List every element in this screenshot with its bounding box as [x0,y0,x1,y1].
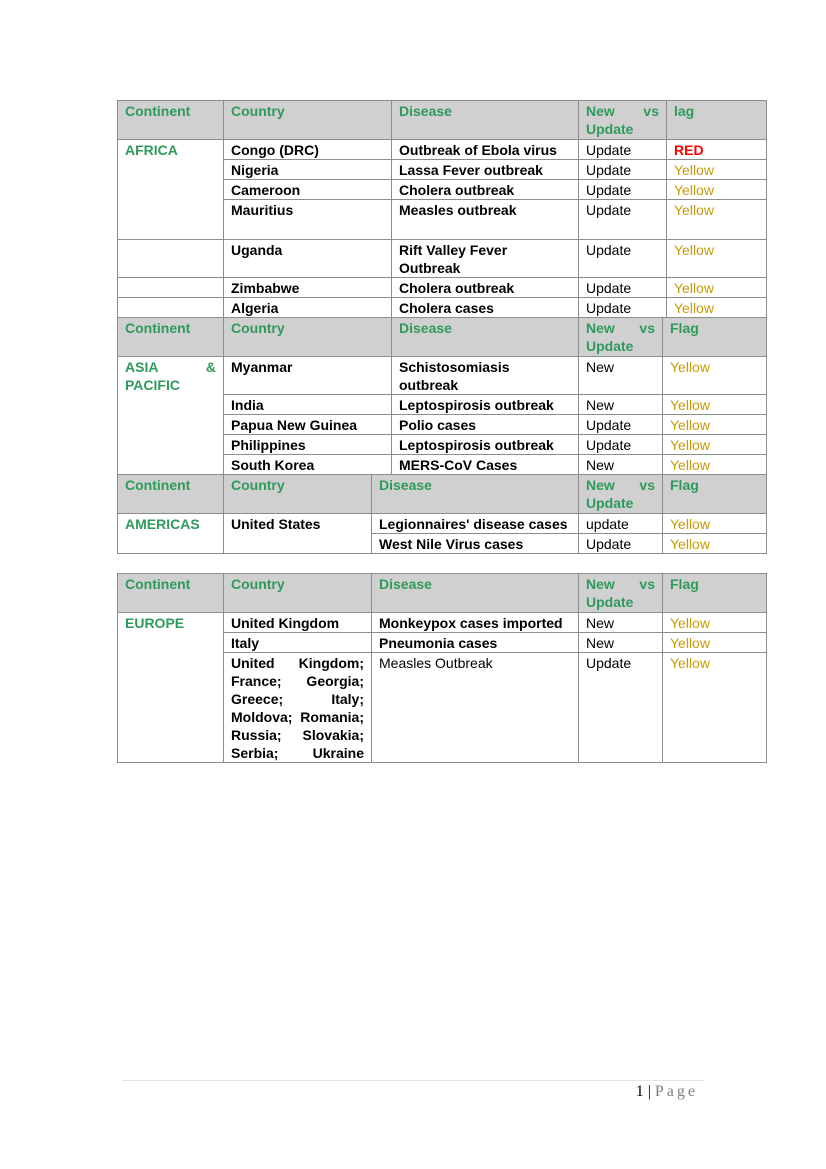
flag-cell: Yellow [663,415,767,435]
disease-cell: Schistosomiasis outbreak [392,357,579,395]
continent-cell: AMERICAS [118,514,224,554]
table-row [118,140,767,160]
disease-cell: Cholera outbreak [392,278,579,298]
country-cell: United Kingdom [224,613,372,633]
country-cell: Mauritius [224,200,392,240]
country-cell: Italy [224,633,372,653]
country-cell: Zimbabwe [224,278,392,298]
disease-cell: Polio cases [392,415,579,435]
header-new-vs-line: New vs [586,320,655,336]
flag-cell: Yellow [663,435,767,455]
flag-cell: Yellow [667,298,767,318]
status-cell: New [579,455,663,475]
header-new-vs-line: New vs [586,576,655,592]
status-cell: update [579,514,663,534]
header-disease: Disease [372,475,579,514]
header-continent: Continent [118,101,224,140]
table-header-row [118,101,767,140]
status-cell: Update [579,180,667,200]
country-cell: Cameroon [224,180,392,200]
flag-cell: Yellow [663,357,767,395]
status-cell: Update [579,534,663,554]
page-footer [560,1083,698,1101]
status-cell: Update [579,415,663,435]
table-row [118,278,767,298]
status-cell: Update [579,240,667,278]
continent-cell-empty [118,240,224,278]
table-header-row [118,574,767,613]
status-cell: Update [579,200,667,240]
flag-cell: Yellow [663,395,767,415]
disease-cell: Outbreak of Ebola virus [392,140,579,160]
table-row [118,298,767,318]
flag-cell: Yellow [667,180,767,200]
status-cell: Update [579,160,667,180]
footer-separator: | [647,1083,651,1100]
flag-cell: Yellow [663,653,767,763]
disease-cell: Leptospirosis outbreak [392,435,579,455]
header-continent: Continent [118,574,224,613]
flag-cell: RED [667,140,767,160]
country-cell: South Korea [224,455,392,475]
header-new-vs-line: New vs [586,103,659,119]
table-africa [117,100,767,318]
table-row [118,613,767,633]
header-disease: Disease [392,318,579,357]
header-new-vs-update: New vs Update [579,475,663,514]
header-new-vs-line: New vs [586,477,655,493]
header-flag: Flag [663,574,767,613]
disease-cell: Cholera outbreak [392,180,579,200]
continent-cell-empty [118,298,224,318]
country-cell: United States [224,514,372,554]
status-cell: Update [579,653,663,763]
disease-cell: MERS-CoV Cases [392,455,579,475]
country-cell: Myanmar [224,357,392,395]
header-disease: Disease [392,101,579,140]
country-cell: Papua New Guinea [224,415,392,435]
status-cell: Update [579,435,663,455]
header-flag: Flag [663,475,767,514]
status-cell: Update [579,298,667,318]
flag-cell: Yellow [663,514,767,534]
footer-divider [122,1080,704,1081]
country-cell: Congo (DRC) [224,140,392,160]
country-cell: United Kingdom; France; Georgia; Greece; Italy; Moldova; Romania; Russia; Slovakia; Serbia; Ukraine [224,653,372,763]
disease-cell: Legionnaires' disease cases [372,514,579,534]
disease-cell: Monkeypox cases imported [372,613,579,633]
status-cell: Update [579,278,667,298]
disease-cell: Lassa Fever outbreak [392,160,579,180]
flag-cell: Yellow [663,613,767,633]
disease-cell: West Nile Virus cases [372,534,579,554]
table-asia-pacific [117,317,767,475]
table-row [118,240,767,278]
flag-cell: Yellow [663,455,767,475]
continent-cell: ASIA & PACIFIC [118,357,224,475]
flag-cell: Yellow [663,534,767,554]
table-row [118,357,767,395]
disease-cell: Measles Outbreak [372,653,579,763]
table-europe [117,573,767,763]
header-continent: Continent [118,318,224,357]
flag-cell: Yellow [663,633,767,653]
status-cell: Update [579,140,667,160]
header-country: Country [224,318,392,357]
header-continent: Continent [118,475,224,514]
flag-cell: Yellow [667,240,767,278]
header-country: Country [224,475,372,514]
country-cell: Algeria [224,298,392,318]
status-cell: New [579,633,663,653]
disease-cell: Pneumonia cases [372,633,579,653]
page-label: Page [654,1083,698,1100]
disease-cell: Leptospirosis outbreak [392,395,579,415]
disease-cell: Cholera cases [392,298,579,318]
header-new-vs-update: New vs Update [579,574,663,613]
country-cell: India [224,395,392,415]
status-cell: New [579,613,663,633]
disease-cell: Rift Valley Fever Outbreak [392,240,579,278]
header-country: Country [224,574,372,613]
header-disease: Disease [372,574,579,613]
table-row [118,514,767,534]
table-americas [117,474,767,554]
header-flag: lag [667,101,767,140]
continent-cell: AFRICA [118,140,224,240]
country-cell: Nigeria [224,160,392,180]
continent-cell-empty [118,278,224,298]
header-flag: Flag [663,318,767,357]
page-number: 1 [635,1083,644,1100]
continent-cell: EUROPE [118,613,224,763]
country-cell: Philippines [224,435,392,455]
status-cell: New [579,357,663,395]
flag-cell: Yellow [667,278,767,298]
header-new-vs-update: New vs Update [579,318,663,357]
flag-cell: Yellow [667,160,767,180]
disease-cell: Measles outbreak [392,200,579,240]
flag-cell: Yellow [667,200,767,240]
status-cell: New [579,395,663,415]
table-header-row [118,475,767,514]
table-header-row [118,318,767,357]
header-country: Country [224,101,392,140]
header-new-vs-update: New vs Update [579,101,667,140]
country-cell: Uganda [224,240,392,278]
